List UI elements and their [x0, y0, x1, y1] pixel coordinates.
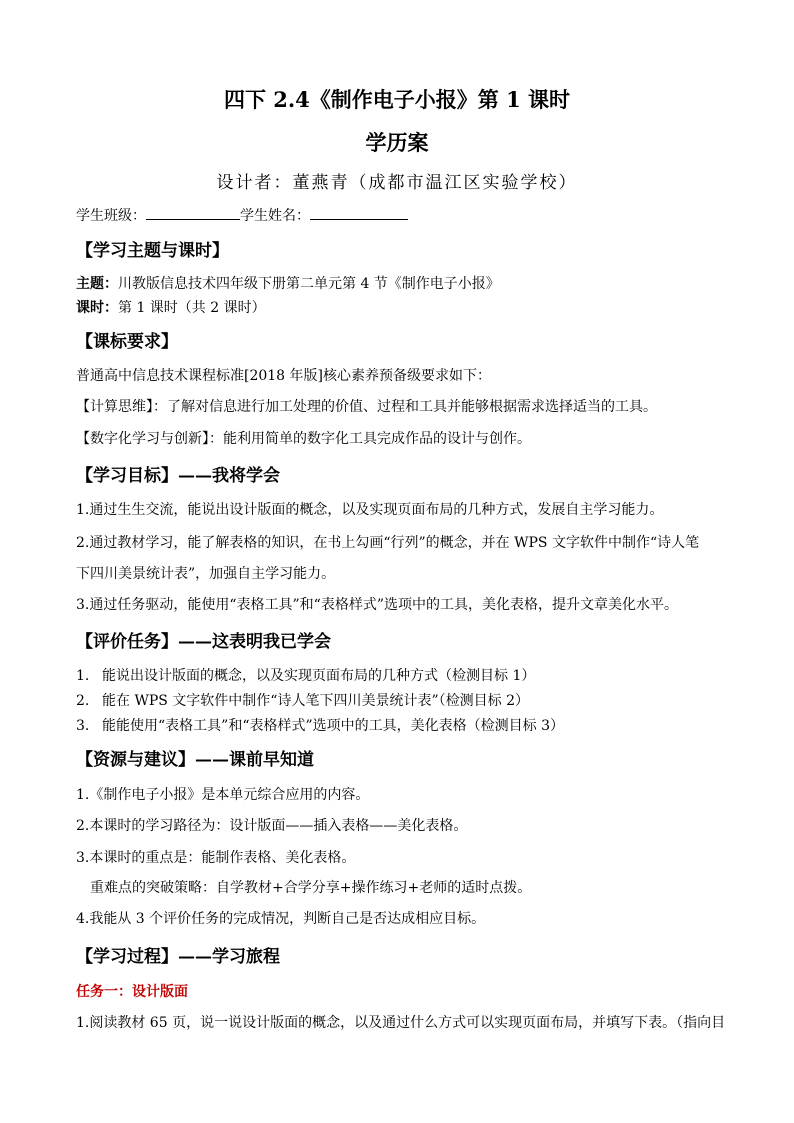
resource-item-3: 3.本课时的重点是：能制作表格、美化表格。	[76, 850, 356, 866]
standard-item-2: 【数字化学习与创新】：能利用简单的数字化工具完成作品的设计与创作。	[76, 431, 531, 447]
evaluation-item: 3. 能能使用“表格工具”和“表格样式”选项中的工具，美化表格（检测目标 3）	[76, 718, 564, 734]
resources-heading: 【资源与建议】——课前早知道	[76, 750, 314, 770]
goals-heading: 【学习目标】——我将学会	[76, 466, 280, 486]
standard-item-1: 【计算思维】：了解对信息进行加工处理的价值、过程和工具并能够根据需求选择适当的工具。	[76, 399, 657, 415]
class-label: 学生班级：	[76, 208, 146, 224]
goal-item-3: 3.通过任务驱动，能使用“表格工具”和“表格样式”选项中的工具，美化表格，提升文章美化水平。	[76, 597, 678, 613]
period-text: 第 1 课时（共 2 课时）	[118, 300, 266, 316]
goal-item-2a: 2.通过教材学习，能了解表格的知识，在书上勾画“行列”的概念，并在 WPS 文字软件中制作“诗人笔	[76, 535, 700, 551]
document-subtitle: 学历案	[365, 130, 429, 155]
goal-item-2b: 下四川美景统计表”，加强自主学习能力。	[76, 566, 336, 582]
name-label: 学生姓名：	[240, 208, 310, 224]
period-line	[76, 297, 266, 317]
designer-line: 设计者：董燕青（成都市温江区实验学校）	[216, 173, 578, 193]
resource-item-3b: 重难点的突破策略：自学教材+合学分享+操作练习+老师的适时点拨。	[90, 880, 532, 896]
topic-line	[76, 273, 500, 293]
name-blank[interactable]	[310, 207, 408, 220]
document-title: 四下 2.4《制作电子小报》第 1 课时	[223, 87, 571, 112]
task1-item-1: 1.阅读教材 65 页，说一说设计版面的概念，以及通过什么方式可以实现页面布局，并填写下表。（指向目	[76, 1015, 726, 1031]
goal-item-1: 1.通过生生交流，能说出设计版面的概念，以及实现页面布局的几种方式，发展自主学习能力。	[76, 502, 664, 518]
evaluation-item: 1. 能说出设计版面的概念，以及实现页面布局的几种方式（检测目标 1）	[76, 668, 536, 684]
resource-item-4: 4.我能从 3 个评价任务的完成情况，判断自己是否达成相应目标。	[76, 911, 486, 927]
topic-heading: 【学习主题与课时】	[76, 241, 229, 261]
standard-intro: 普通高中信息技术课程标准[2018 年版]核心素养预备级要求如下：	[76, 368, 492, 384]
student-info-line	[76, 205, 408, 225]
evaluation-item: 2. 能在 WPS 文字软件中制作“诗人笔下四川美景统计表”（检测目标 2）	[76, 693, 529, 709]
topic-label: 主题：	[76, 276, 118, 292]
period-label: 课时：	[76, 300, 118, 316]
evaluation-heading: 【评价任务】——这表明我已学会	[76, 632, 331, 652]
task1-title: 任务一：设计版面	[76, 984, 188, 1000]
resource-item-1: 1.《制作电子小报》是本单元综合应用的内容。	[76, 787, 370, 803]
process-heading: 【学习过程】——学习旅程	[76, 947, 280, 967]
topic-text: 川教版信息技术四年级下册第二单元第 4 节《制作电子小报》	[118, 276, 500, 292]
standard-heading: 【课标要求】	[76, 332, 178, 352]
resource-item-2: 2.本课时的学习路径为：设计版面——插入表格——美化表格。	[76, 818, 468, 834]
class-blank[interactable]	[146, 207, 240, 220]
